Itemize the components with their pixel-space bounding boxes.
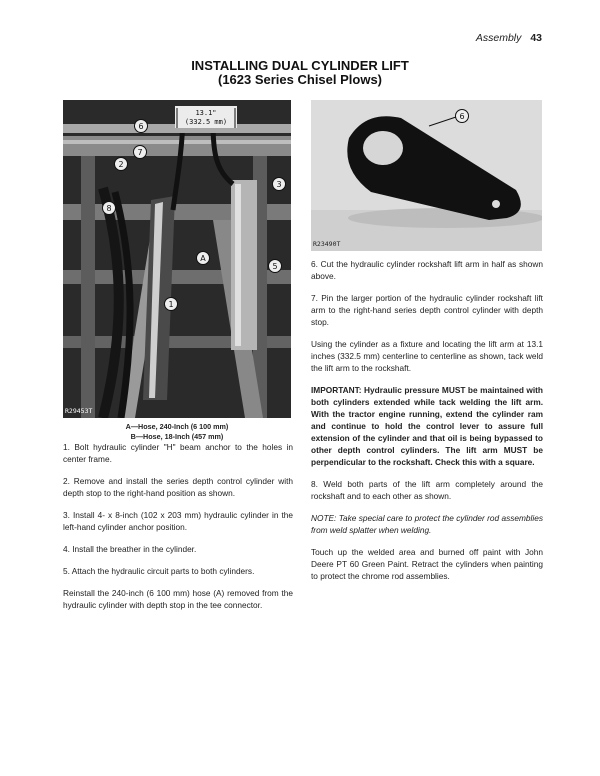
callout-2	[115, 158, 128, 171]
svg-text:2: 2	[118, 160, 124, 169]
callout-8	[103, 202, 116, 215]
title-line-2: (1623 Series Chisel Plows)	[217, 72, 383, 87]
svg-text:A: A	[200, 254, 206, 263]
callout-1	[165, 298, 178, 311]
figure-2-id: R23490T	[313, 240, 341, 248]
reinstall-hose-paragraph: Reinstall the 240-inch (6 100 mm) hose (A) removed from the hydraulic cylinder with depth stop in the tee connector.	[63, 588, 293, 610]
left-text-column	[63, 441, 293, 621]
figure-1-caption-a: A—Hose, 240-Inch (6 100 mm)	[125, 422, 229, 431]
figure-1-caption-b: B—Hose, 18-Inch (457 mm)	[130, 432, 224, 441]
section-name: Assembly	[475, 32, 522, 44]
callout-5	[269, 260, 282, 273]
step-4: 4. Install the breather in the cylinder.	[63, 544, 197, 554]
step-7: 7. Pin the larger portion of the hydraulic cylinder rockshaft lift arm to the right-hand series depth control cylinder with depth stop.	[311, 293, 543, 327]
tack-weld-paragraph: Using the cylinder as a fixture and locating the lift arm at 13.1 inches (332.5 mm) centerline to centerline as shown, tack weld the lift arm to the rockshaft.	[311, 339, 543, 373]
step-5: 5. Attach the hydraulic circuit parts to both cylinders.	[63, 566, 255, 576]
step-3: 3. Install 4- x 8-inch (102 x 203 mm) hydraulic cylinder in the left-hand cylinder anchor position.	[63, 510, 293, 532]
right-text-column	[311, 258, 543, 592]
dimension-inches: 13.1"	[195, 109, 217, 117]
cylinder-lift-photo	[63, 100, 291, 418]
callout-7	[134, 146, 147, 159]
touch-up-paragraph: Touch up the welded area and burned off paint with John Deere PT 60 Green Paint. Retract the cylinders when painting to protect the chrome rod assemblies.	[311, 547, 543, 581]
callout-A	[197, 252, 210, 265]
lift-arm-illustration	[311, 100, 542, 251]
important-notice: IMPORTANT: Hydraulic pressure MUST be maintained with both cylinders extended while tack welding the lift arm. With the tractor engine running, extend the cylinder ram and continue to hold the control lever to assure full extension of the cylinder and that oil is being bypassed to other depth control cylinders. The lift arm MUST be perpendicular to the rockshaft. Check this with a square.	[311, 385, 543, 467]
page-header	[476, 32, 542, 44]
cylinder-lift-illustration	[63, 100, 291, 418]
svg-text:1: 1	[168, 300, 174, 309]
title-line-1: INSTALLING DUAL CYLINDER LIFT	[191, 58, 409, 73]
page-title	[0, 59, 600, 87]
step-8: 8. Weld both parts of the lift arm completely around the rockshaft and to each other as shown.	[311, 479, 543, 501]
svg-text:3: 3	[276, 180, 282, 189]
lift-arm-photo	[311, 100, 542, 251]
svg-text:6: 6	[138, 122, 144, 131]
step-2: 2. Remove and install the series depth control cylinder with depth stop to the right-hand position as shown.	[63, 476, 293, 498]
svg-text:7: 7	[137, 148, 143, 157]
svg-text:6: 6	[459, 112, 465, 121]
svg-text:5: 5	[272, 262, 278, 271]
callout-3	[273, 178, 286, 191]
page-number: 43	[530, 32, 542, 44]
step-6: 6. Cut the hydraulic cylinder rockshaft lift arm in half as shown above.	[311, 259, 543, 281]
weld-splatter-note: NOTE: Take special care to protect the cylinder rod assemblies from weld splatter when welding.	[311, 513, 543, 535]
figure-1-id: R29453T	[65, 407, 93, 415]
svg-text:8: 8	[106, 204, 112, 213]
callout-6	[135, 120, 148, 133]
dimension-metric: (332.5 mm)	[184, 118, 228, 126]
step-1: 1. Bolt hydraulic cylinder "H" beam anchor to the holes in center frame.	[63, 442, 293, 464]
